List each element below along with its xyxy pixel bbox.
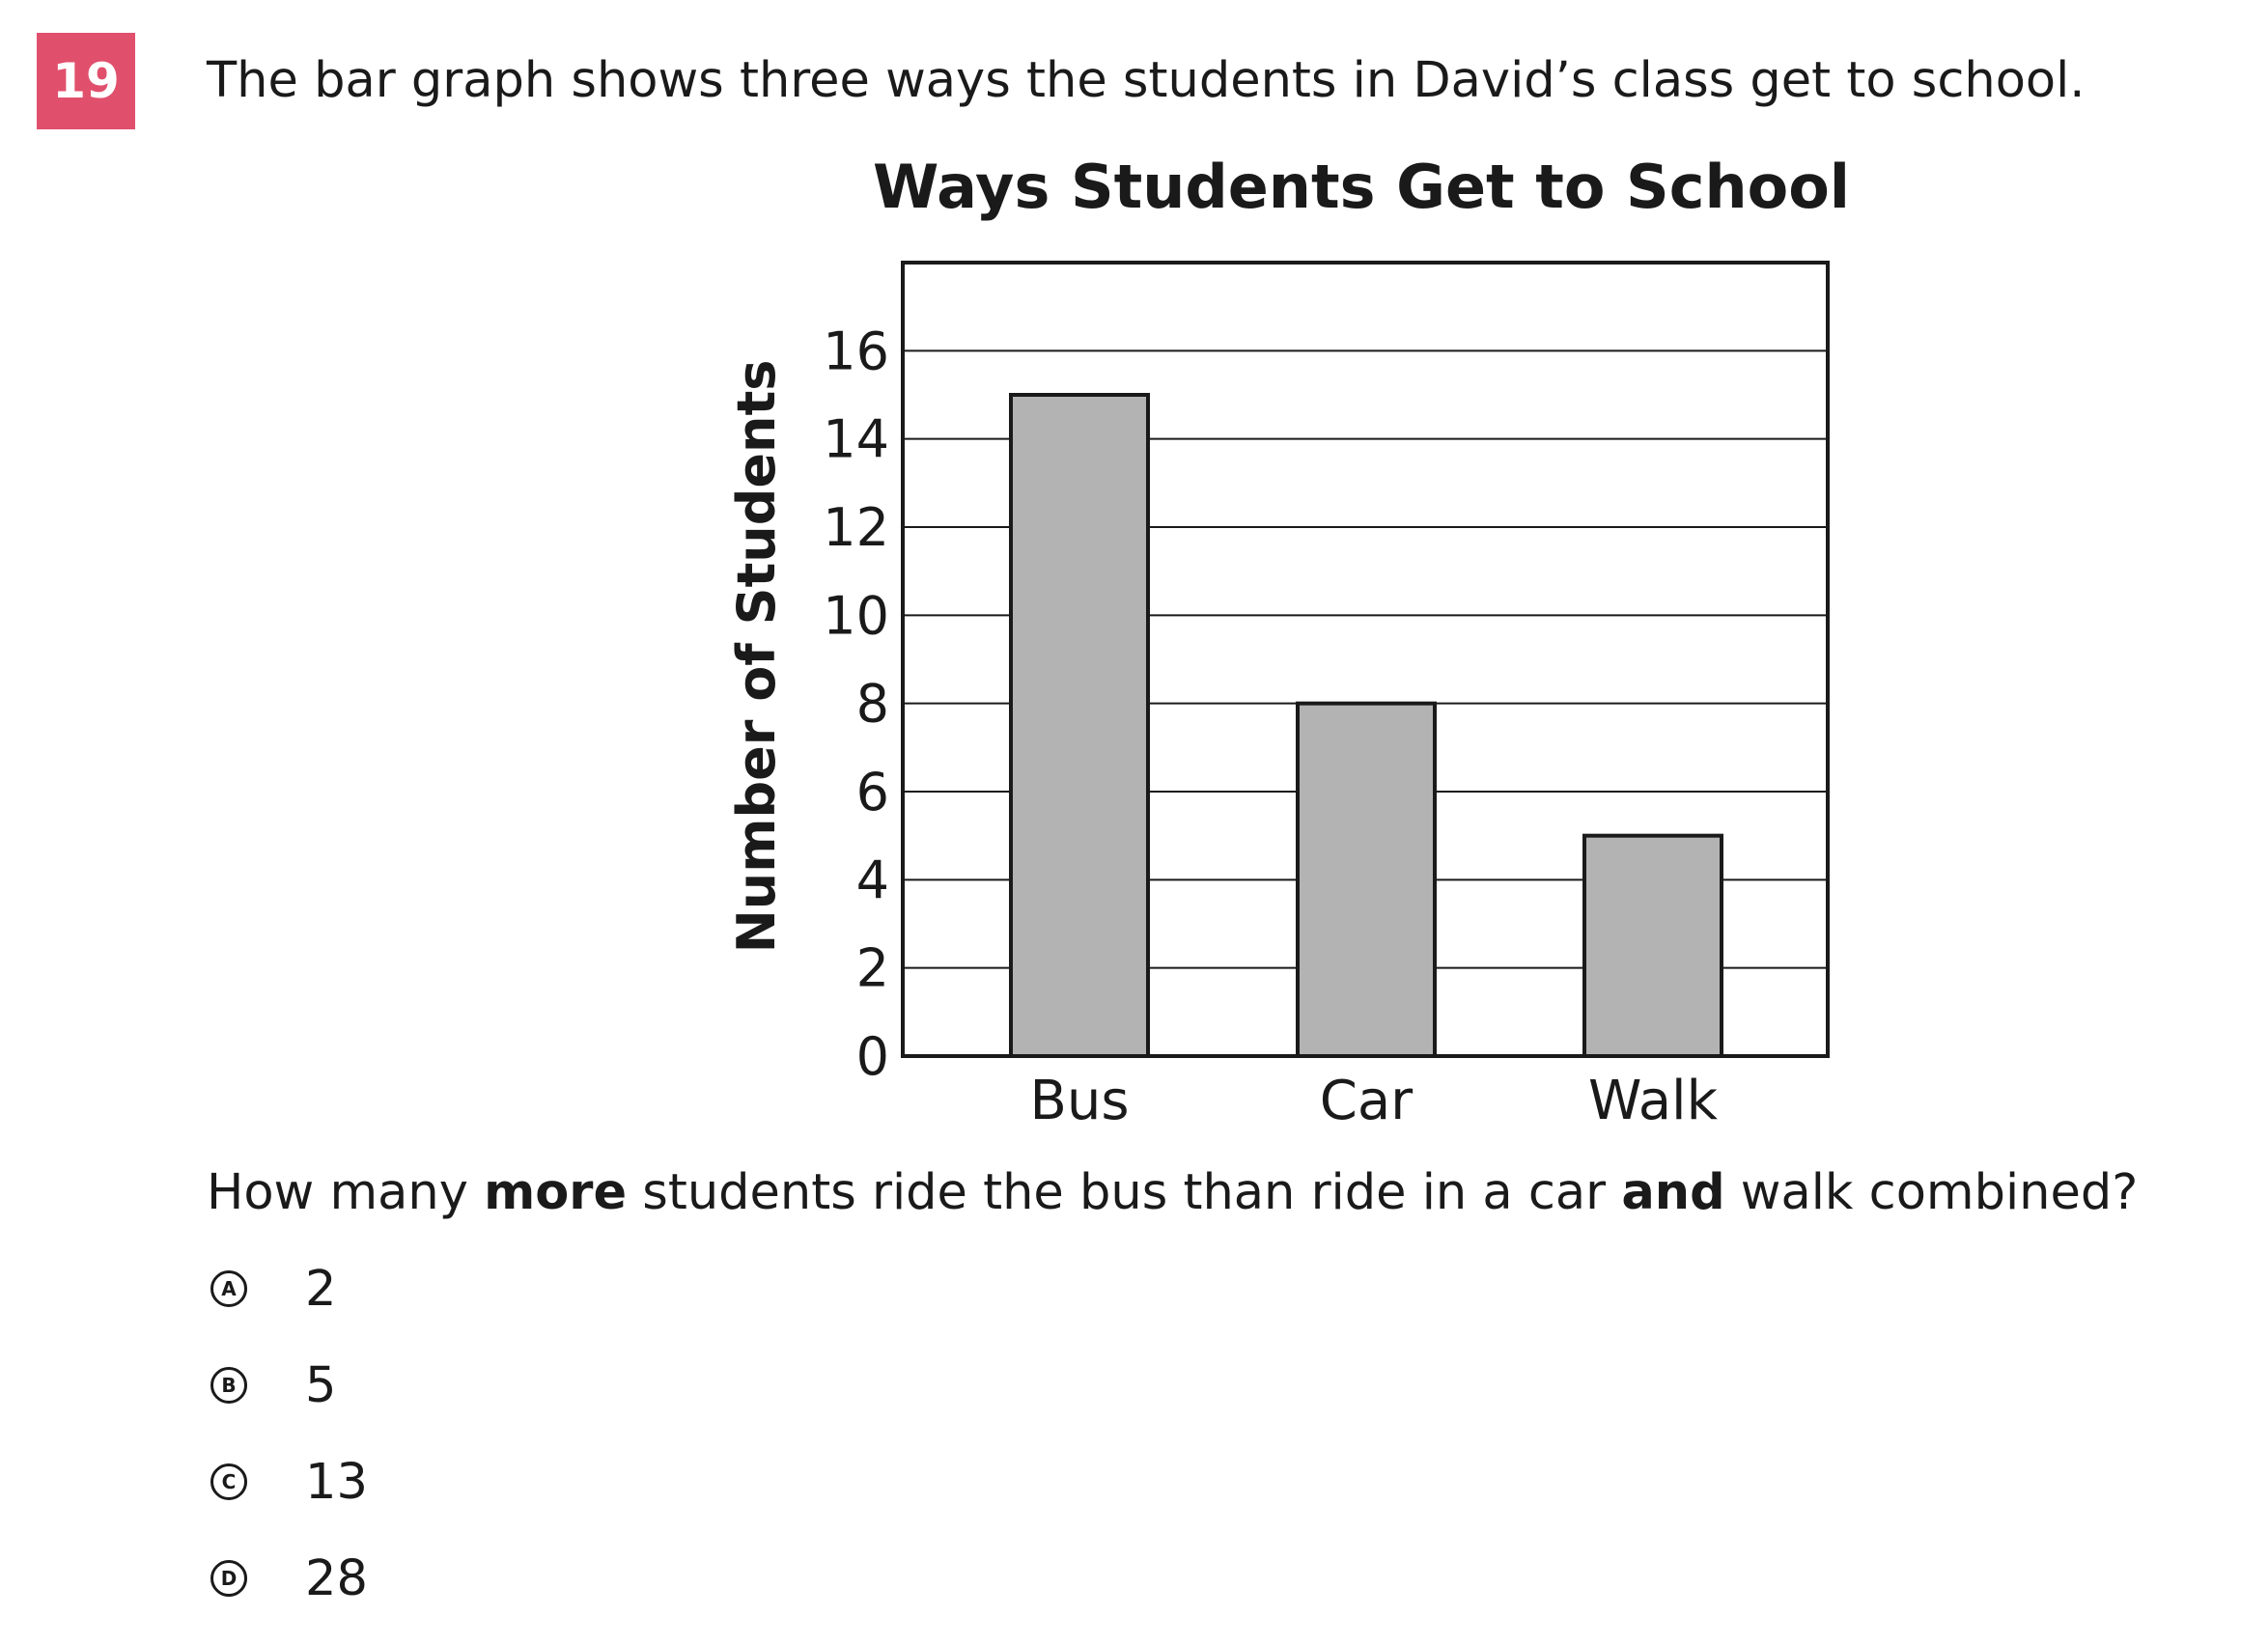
y-tick-label: 2	[855, 937, 889, 999]
y-tick-label: 16	[823, 320, 889, 382]
prompt-text: walk combined?	[1724, 1164, 2139, 1221]
prompt-emphasis: and	[1621, 1164, 1725, 1221]
y-tick-label: 8	[855, 673, 889, 735]
x-tick-label: Car	[1319, 1070, 1414, 1132]
choice-bubble-icon[interactable]: B	[210, 1367, 247, 1404]
y-tick-label: 12	[823, 497, 889, 558]
choice-bubble-icon[interactable]: D	[210, 1560, 247, 1597]
question-stem: The bar graph shows three ways the students in David’s class get to school.	[207, 52, 2086, 109]
bar-car	[1298, 704, 1435, 1056]
question-number: 19	[37, 33, 135, 129]
x-tick-label: Bus	[1029, 1070, 1130, 1132]
prompt-emphasis: more	[484, 1164, 628, 1221]
y-tick-label: 0	[855, 1026, 889, 1087]
bar-bus	[1011, 395, 1148, 1056]
choice-value: 28	[305, 1550, 368, 1607]
bar-walk	[1584, 836, 1722, 1056]
chart-title: Ways Students Get to School	[872, 152, 1851, 222]
y-axis-label: Number of Students	[726, 359, 787, 954]
y-tick-label: 6	[855, 762, 889, 822]
prompt-text: students ride the bus than ride in a car	[627, 1164, 1622, 1221]
prompt-text: How many	[207, 1164, 485, 1221]
y-tick-label: 14	[823, 408, 889, 470]
choice-bubble-icon[interactable]: A	[210, 1270, 247, 1307]
y-tick-label: 10	[823, 585, 889, 647]
question-prompt	[207, 1158, 2138, 1228]
choice-bubble-icon[interactable]: C	[210, 1463, 247, 1500]
y-tick-label: 4	[855, 850, 889, 911]
x-tick-label: Walk	[1587, 1070, 1719, 1132]
choice-value: 5	[305, 1357, 337, 1414]
choice-value: 2	[305, 1261, 337, 1318]
choice-value: 13	[305, 1454, 368, 1511]
